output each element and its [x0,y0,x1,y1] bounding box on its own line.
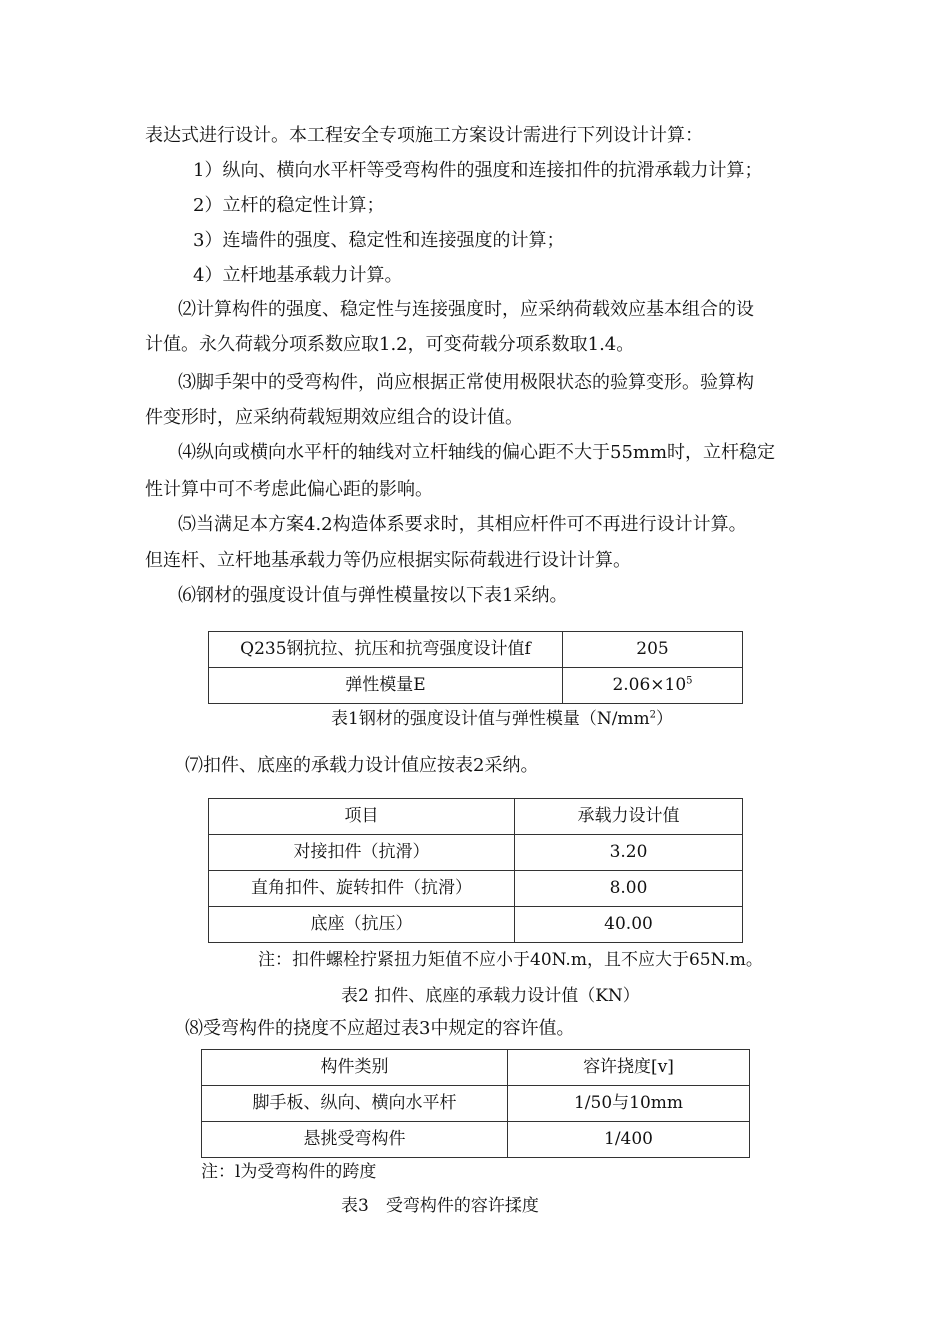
modulus-value: 2.06×10 [612,675,687,695]
paragraph-3-line2: 件变形时，应采纳荷载短期效应组合的设计值。 [145,407,523,428]
table-row [209,668,743,704]
column-header: 承载力设计值 [515,799,743,835]
table-row [202,1122,750,1158]
paragraph-4-line2: 性计算中可不考虑此偏心距的影响。 [145,479,433,500]
paragraph-5-line2: 但连杆、立杆地基承载力等仍应根据实际荷载进行设计计算。 [145,550,631,571]
paragraph-7: ⑺扣件、底座的承载力设计值应按表2采纳。 [185,755,539,776]
table-cell [563,668,743,704]
list-item-2: 2）立杆的稳定性计算； [193,195,385,216]
table-row [209,632,743,668]
caption-text: 表1钢材的强度设计值与弹性模量（N/mm [331,709,650,729]
table-row [209,835,743,871]
table-3-note: 注：l为受弯构件的跨度 [201,1162,377,1182]
paragraph-5-line1: ⑸当满足本方案4.2构造体系要求时，其相应杆件可不再进行设计计算。 [178,514,747,535]
table-row [209,907,743,943]
table-cell: Q235钢抗拉、抗压和抗弯强度设计值f [209,632,563,668]
table-header-row [202,1050,750,1086]
list-item-4: 4）立杆地基承载力计算。 [193,265,403,286]
table-cell: 40.00 [515,907,743,943]
table-3 [201,1049,750,1158]
table-cell: 8.00 [515,871,743,907]
paragraph-intro: 表达式进行设计。本工程安全专项施工方案设计需进行下列设计计算： [145,125,703,146]
table-cell: 1/50与10mm [508,1086,750,1122]
table-3-caption: 表3 受弯构件的容许揉度 [341,1196,539,1216]
table-cell: 1/400 [508,1122,750,1158]
table-2-note: 注：扣件螺栓拧紧扭力矩值不应小于40N.m，且不应大于65N.m。 [258,950,763,970]
paragraph-4-line1: ⑷纵向或横向水平杆的轴线对立杆轴线的偏心距不大于55mm时，立杆稳定 [178,442,776,463]
table-header-row [209,799,743,835]
table-row [209,871,743,907]
table-cell: 直角扣件、旋转扣件（抗滑） [209,871,515,907]
paragraph-6: ⑹钢材的强度设计值与弹性模量按以下表1采纳。 [178,585,568,606]
table-cell: 弹性模量E [209,668,563,704]
column-header: 项目 [209,799,515,835]
table-cell: 3.20 [515,835,743,871]
table-2-caption: 表2 扣件、底座的承载力设计值（KN） [341,986,640,1006]
table-cell: 对接扣件（抗滑） [209,835,515,871]
table-1-caption [331,707,673,731]
column-header: 构件类别 [202,1050,508,1086]
table-cell: 底座（抗压） [209,907,515,943]
caption-sup: 2 [649,709,657,721]
table-2 [208,798,743,943]
table-cell: 悬挑受弯构件 [202,1122,508,1158]
table-cell: 205 [563,632,743,668]
list-item-1: 1）纵向、横向水平杆等受弯构件的强度和连接扣件的抗滑承载力计算； [193,160,763,181]
modulus-exponent: 5 [686,675,693,687]
caption-end: ） [656,709,674,729]
paragraph-8: ⑻受弯构件的挠度不应超过表3中规定的容许值。 [185,1018,575,1039]
table-1 [208,631,743,704]
paragraph-2-line1: ⑵计算构件的强度、稳定性与连接强度时，应采纳荷载效应基本组合的设 [178,299,754,320]
table-row [202,1086,750,1122]
table-cell: 脚手板、纵向、横向水平杆 [202,1086,508,1122]
column-header: 容许挠度[v] [508,1050,750,1086]
paragraph-2-line2: 计值。永久荷载分项系数应取1.2，可变荷载分项系数取1.4。 [145,334,635,355]
list-item-3: 3）连墙件的强度、稳定性和连接强度的计算； [193,230,565,251]
paragraph-3-line1: ⑶脚手架中的受弯构件，尚应根据正常使用极限状态的验算变形。验算构 [178,372,754,393]
